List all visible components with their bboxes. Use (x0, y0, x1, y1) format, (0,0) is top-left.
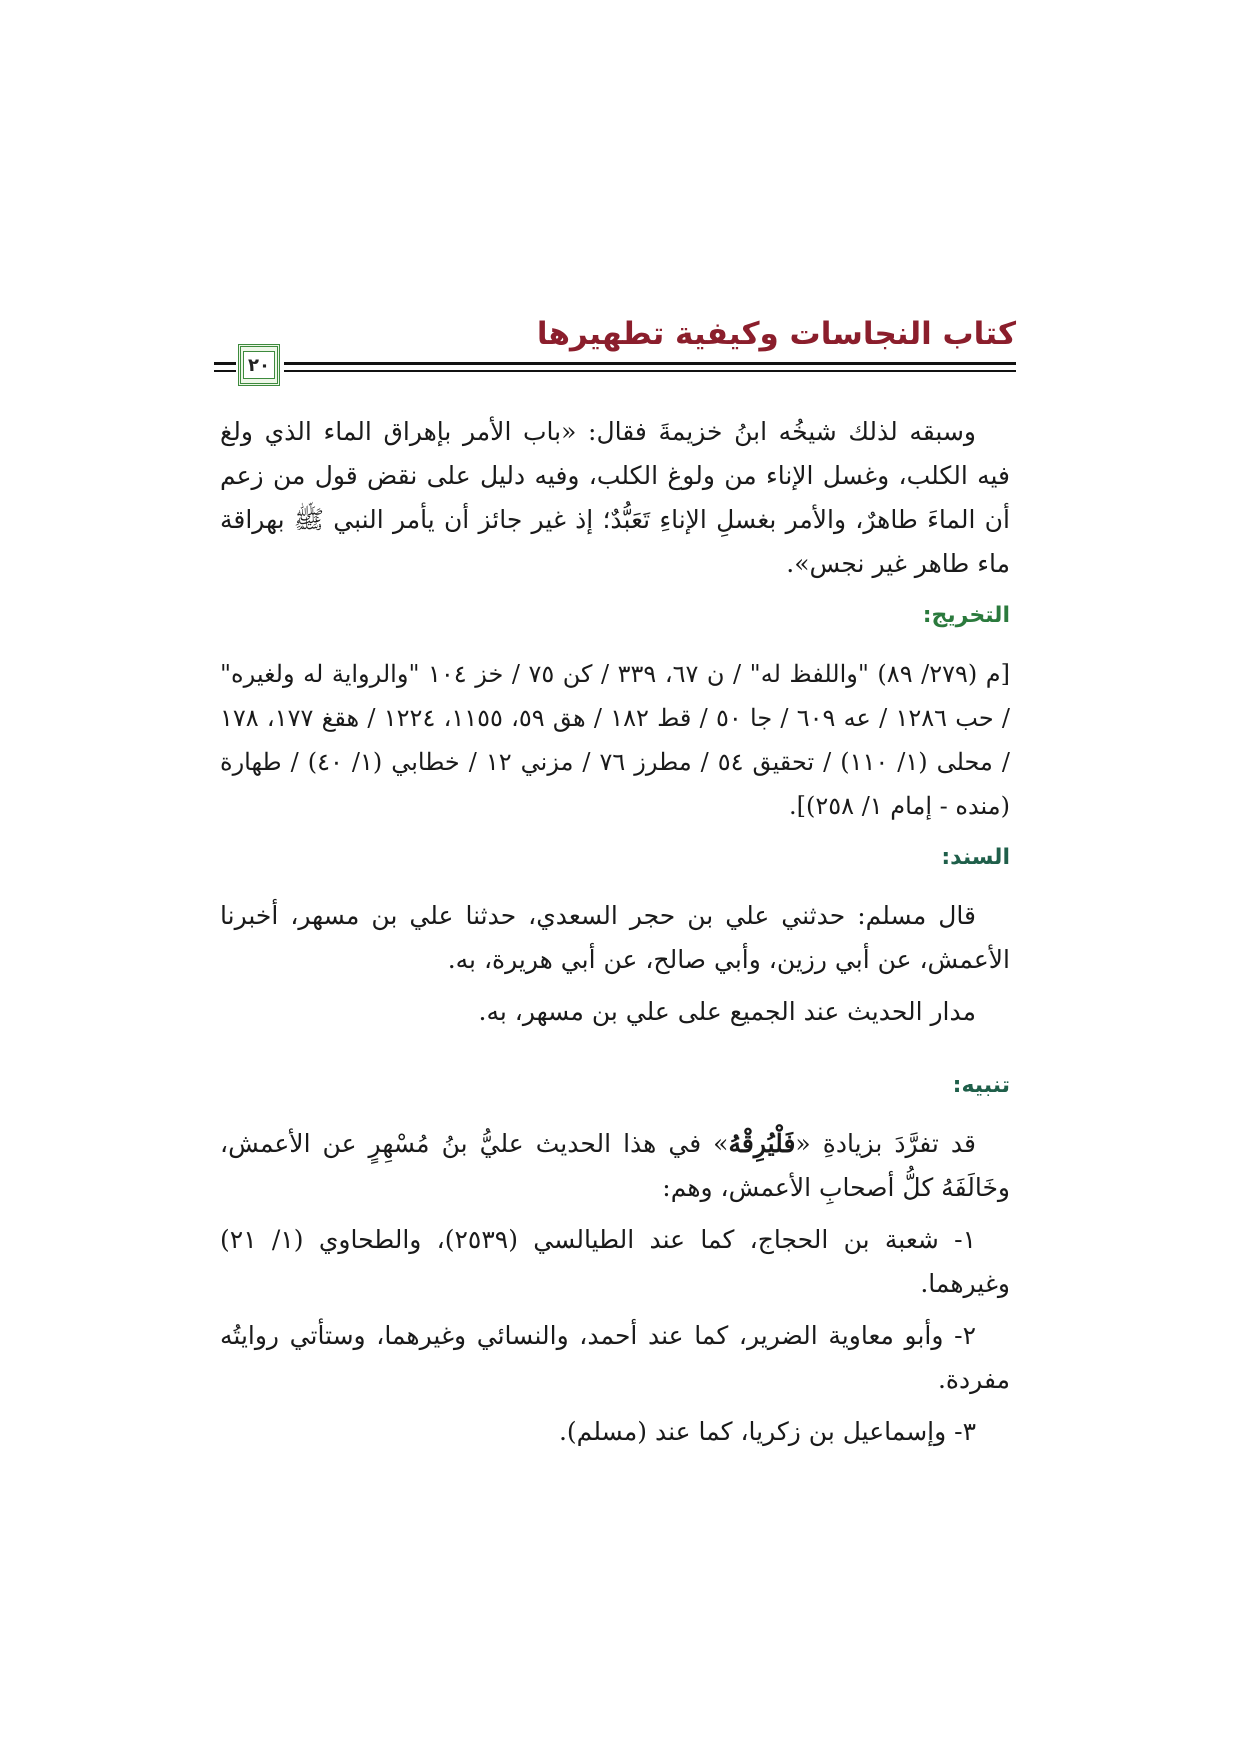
list-item-1: ١- شعبة بن الحجاج، كما عند الطيالسي (٢٥٣٩)، والطحاوي (١/ ٢١) وغيرهما. (220, 1225, 1010, 1298)
running-header (214, 312, 1016, 392)
sanad-text: قال مسلم: حدثني علي بن حجر السعدي، حدثنا علي بن مسهر، أخبرنا الأعمش، عن أبي رزين، وأبي صالح، عن أبي هريرة، به. (220, 901, 1010, 974)
page-number: ٢٠ (243, 351, 275, 379)
header-rule (214, 370, 236, 372)
header-rule (214, 362, 236, 365)
tanbih-text (220, 1122, 1010, 1210)
list-item-3: ٣- وإسماعيل بن زكريا، كما عند (مسلم). (558, 1417, 976, 1446)
tanbih-text-before: قد تفرَّدَ بزيادةِ « (795, 1129, 976, 1158)
tanbih-heading: تنبيه: (952, 1073, 1010, 1098)
book-title: كتاب النجاسات وكيفية تطهيرها (536, 316, 1016, 352)
tanbih-term: فَلْيُرِقْهُ (728, 1129, 796, 1158)
tanbih-text-after: » في هذا الحديث عليُّ بنُ مُسْهِرٍ عن الأعمش، وخَالَفَهُ كلُّ أصحابِ الأعمش، وهم: (220, 1129, 1010, 1202)
main-text (220, 410, 1010, 1462)
header-rule (284, 362, 1016, 365)
page-number-frame (238, 344, 280, 386)
spacer (220, 1042, 1010, 1056)
header-rule (284, 370, 1016, 372)
takhrij-text: [م (٢٧٩/ ٨٩) "واللفظ له" / ن ٦٧، ٣٣٩ / كن ٧٥ / خز ١٠٤ "والرواية له ولغيره" / حب ١٢٨٦ / عه ٦٠٩ / جا ٥٠ / قط ١٨٢ / هق ٥٩، ١١٥٥، ١٢٢٤ / هقغ ١٧٧، ١٧٨ / محلى (١/ ١١٠) / تحقيق ٥٤ / مطرز ٧٦ / مزني ١٢ / خطابي (١/ ٤٠) / طهارة (منده - إمام ١/ ٢٥٨)]. (220, 660, 1011, 820)
list-item-2: ٢- وأبو معاوية الضرير، كما عند أحمد، والنسائي وغيرهما، وستأتي روايتُه مفردة. (220, 1321, 1010, 1394)
sanad-heading: السند: (941, 845, 1010, 870)
madar-text: مدار الحديث عند الجميع على علي بن مسهر، به. (478, 997, 976, 1026)
takhrij-heading: التخريج: (922, 603, 1010, 628)
intro-paragraph: وسبقه لذلك شيخُه ابنُ خزيمةَ فقال: «باب الأمر بإهراق الماء الذي ولغ فيه الكلب، وغسل الإناء من ولوغ الكلب، وفيه دليل على نقض قول من زعم أن الماءَ طاهرٌ، والأمر بغسلِ الإناءِ تَعَبُّدٌ؛ إذ غير جائز أن يأمر النبي ﷺ بهراقة ماء طاهر غير نجس». (220, 417, 1010, 578)
